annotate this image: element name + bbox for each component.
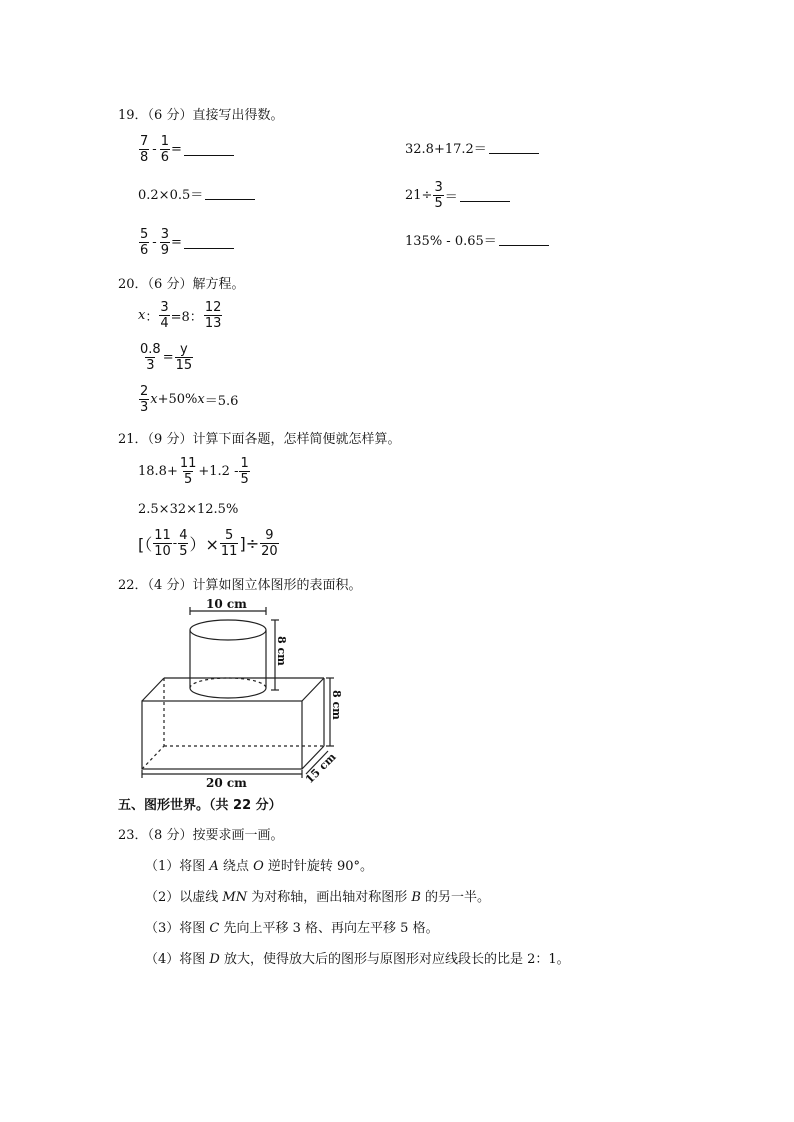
label-15cm: 15 cm [302,750,339,787]
q20-equation-2: $\frac{0.8}{3}$ = $\frac{y}{15}$ [140,342,193,373]
q21-calc-3: [（ $\frac{11}{10}$ - $\frac{4}{5}$ ）× $\frac{5}{11}$ ]÷ $\frac{9}{20}$ [138,528,278,559]
q19-problem-6: 135% - 0.65＝ [405,230,549,249]
q19-problem-1: $\frac{7}{8}$ - $\frac{1}{6}$ = [138,134,234,165]
label-10cm: 10 cm [206,598,247,611]
fraction: $\frac{11}{10}$ [154,528,171,559]
solid-figure-diagram [134,598,344,788]
q20-equation-3: $\frac{2}{3}$ x +50% x ＝5.6 [140,384,239,415]
fraction: $\frac{11}{5}$ [179,456,197,487]
q23-item-4: （4）将图 D 放大，使得放大后的图形与原图形对应线段长的比是 2：1。 [145,952,570,967]
q23-item-1: （1）将图 A 绕点 O 逆时针旋转 90°。 [145,859,374,874]
fraction: $\frac{y}{15}$ [175,342,193,373]
q20-equation-1: x ： $\frac{3}{4}$ =8： $\frac{12}{13}$ [138,300,222,331]
fraction: $\frac{9}{20}$ [261,528,278,559]
section-5-title: 五、图形世界。（共 22 分） [118,798,282,813]
answer-blank[interactable] [184,143,234,156]
fraction: $\frac{0.8}{3}$ [140,342,161,373]
fraction: $\frac{1}{5}$ [240,456,249,487]
answer-blank[interactable] [205,187,255,200]
q20-header: 20．（6 分）解方程。 [118,277,245,292]
fraction: $\frac{2}{3}$ [140,384,149,415]
q19-problem-4: 21÷ $\frac{3}{5}$ ＝ [405,180,510,211]
answer-blank[interactable] [184,236,234,249]
fraction: $\frac{1}{6}$ [160,134,169,165]
fraction: $\frac{12}{13}$ [204,300,222,331]
q21-calc-1: 18.8+ $\frac{11}{5}$ +1.2 - $\frac{1}{5}$ [138,456,249,487]
fraction: $\frac{3}{5}$ [434,180,443,211]
label-cylinder-height: 8 cm [275,636,288,666]
fraction: $\frac{4}{5}$ [179,528,188,559]
fraction: $\frac{3}{9}$ [160,227,169,258]
q23-item-3: （3）将图 C 先向上平移 3 格、再向左平移 5 格。 [145,921,439,936]
q19-problem-5: $\frac{5}{6}$ - $\frac{3}{9}$ = [138,227,234,258]
q19-problem-2: 32.8+17.2＝ [405,138,539,157]
q23-item-2: （2）以虚线 MN 为对称轴，画出轴对称图形 B 的另一半。 [145,890,491,905]
answer-blank[interactable] [460,189,510,202]
q23-header: 23．（8 分）按要求画一画。 [118,828,284,843]
fraction: $\frac{3}{4}$ [160,300,169,331]
fraction: $\frac{5}{11}$ [220,528,238,559]
fraction: $\frac{5}{6}$ [140,227,149,258]
answer-blank[interactable] [489,141,539,154]
answer-blank[interactable] [499,233,549,246]
q19-header: 19．（6 分）直接写出得数。 [118,108,284,123]
label-20cm: 20 cm [206,776,247,788]
q21-calc-2: 2.5×32×12.5% [138,502,239,517]
q22-header: 22．（4 分）计算如图立体图形的表面积。 [118,578,362,593]
q19-problem-3: 0.2×0.5＝ [138,184,255,203]
q21-header: 21．（9 分）计算下面各题，怎样简便就怎样算。 [118,432,401,447]
fraction: $\frac{7}{8}$ [140,134,149,165]
label-box-height: 8 cm [330,690,343,720]
